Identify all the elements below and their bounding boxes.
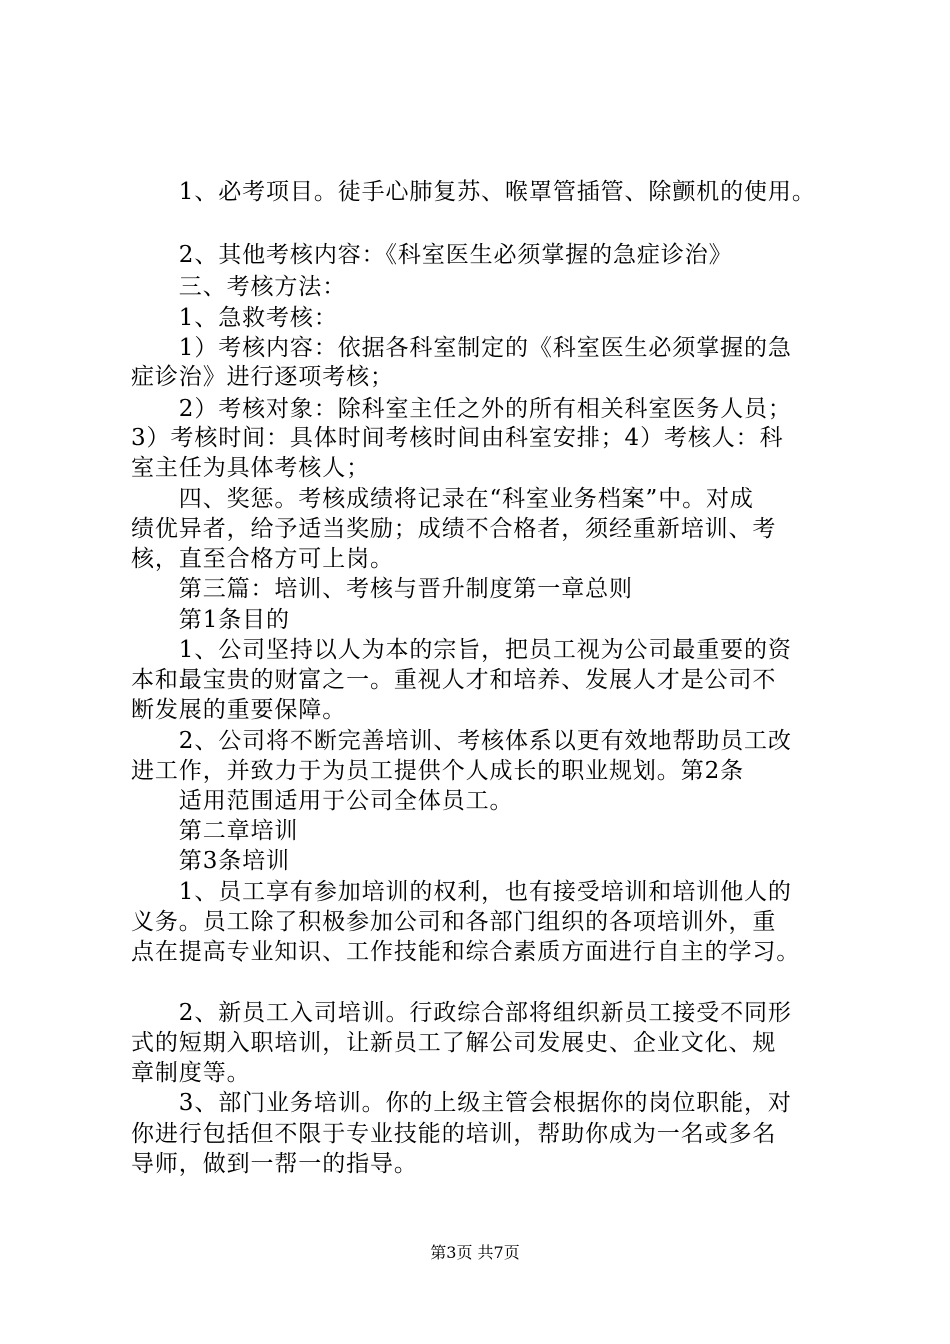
text-line-31: 导师，做到一帮一的指导。 xyxy=(131,1151,418,1177)
text-line-26: 2、新员工入司培训。行政综合部将组织新员工接受不同形 xyxy=(131,1000,792,1026)
text-line-1: 1、必考项目。徒手心肺复苏、喉罩管插管、除颤机的使用。 xyxy=(131,179,816,205)
text-line-12: 核，直至合格方可上岗。 xyxy=(131,546,394,572)
text-line-14: 第1条目的 xyxy=(131,607,290,633)
text-line-15: 1、公司坚持以人为本的宗旨，把员工视为公司最重要的资 xyxy=(131,637,792,663)
text-line-8: 3）考核时间：具体时间考核时间由科室安排；4）考核人：科 xyxy=(131,425,784,451)
text-line-4: 1、急救考核： xyxy=(131,305,338,331)
text-line-18: 2、公司将不断完善培训、考核体系以更有效地帮助员工改 xyxy=(131,728,792,754)
text-line-23: 1、员工享有参加培训的权利，也有接受培训和培训他人的 xyxy=(131,879,792,905)
text-line-27: 式的短期入职培训，让新员工了解公司发展史、企业文化、规 xyxy=(131,1030,777,1056)
text-line-13: 第三篇：培训、考核与晋升制度第一章总则 xyxy=(131,576,633,602)
text-line-22: 第3条培训 xyxy=(131,848,290,874)
text-line-2: 2、其他考核内容：《科室医生必须掌握的急症诊治》 xyxy=(131,242,733,268)
text-line-29: 3、部门业务培训。你的上级主管会根据你的岗位职能，对 xyxy=(131,1090,792,1116)
text-line-19: 进工作，并致力于为员工提供个人成长的职业规划。第2条 xyxy=(131,758,745,784)
text-line-3: 三、考核方法： xyxy=(131,274,347,300)
text-line-30: 你进行包括但不限于专业技能的培训，帮助你成为一名或多名 xyxy=(131,1121,777,1147)
text-line-10: 四、奖惩。考核成绩将记录在“科室业务档案”中。对成 xyxy=(131,486,754,512)
text-line-28: 章制度等。 xyxy=(131,1060,251,1086)
text-line-16: 本和最宝贵的财富之一。重视人才和培养、发展人才是公司不 xyxy=(131,667,777,693)
text-line-5: 1）考核内容：依据各科室制定的《科室医生必须掌握的急 xyxy=(131,335,792,361)
text-line-24: 义务。员工除了积极参加公司和各部门组织的各项培训外，重 xyxy=(131,909,777,935)
text-line-6: 症诊治》进行逐项考核； xyxy=(131,364,394,390)
page-footer: 第3页 共7页 xyxy=(430,1243,520,1262)
text-line-17: 断发展的重要保障。 xyxy=(131,697,347,723)
text-line-20: 适用范围适用于公司全体员工。 xyxy=(131,788,514,814)
text-line-25: 点在提高专业知识、工作技能和综合素质方面进行自主的学习。 xyxy=(131,939,801,965)
text-line-21: 第二章培训 xyxy=(131,818,299,844)
text-line-9: 室主任为具体考核人； xyxy=(131,455,370,481)
text-line-11: 绩优异者，给予适当奖励；成绩不合格者，须经重新培训、考 xyxy=(131,516,777,542)
text-line-7: 2）考核对象：除科室主任之外的所有相关科室医务人员； xyxy=(131,396,792,422)
